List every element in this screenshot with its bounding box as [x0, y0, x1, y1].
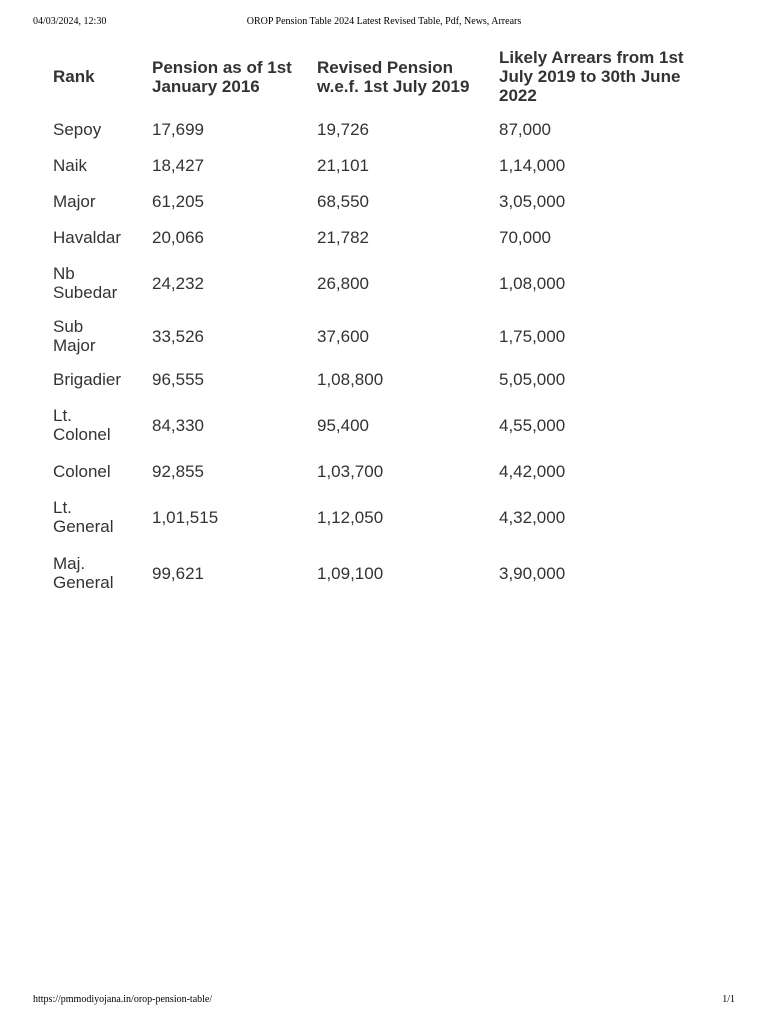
table-row [42, 361, 698, 397]
pension-2016-cell: 1,01,515 [152, 507, 219, 527]
header-row [42, 42, 698, 111]
revised-pension-cell: 1,12,050 [317, 507, 384, 527]
rank-cell: Maj. General [53, 554, 114, 592]
header-rank: Rank [53, 67, 95, 86]
revised-pension-cell: 95,400 [317, 415, 369, 435]
arrears-cell: 4,55,000 [499, 415, 566, 435]
arrears-cell: 4,32,000 [499, 507, 566, 527]
table-row [42, 453, 698, 489]
table-header [42, 42, 698, 111]
arrears-cell: 1,14,000 [499, 155, 566, 175]
print-page-number: 1/1 [722, 994, 735, 1005]
revised-pension-cell: 37,600 [317, 326, 369, 346]
revised-pension-cell: 19,726 [317, 119, 369, 139]
rank-cell: Colonel [53, 461, 111, 481]
revised-pension-cell: 21,101 [317, 155, 369, 175]
revised-pension-cell: 1,03,700 [317, 461, 384, 481]
pension-2016-cell: 20,066 [152, 227, 204, 247]
arrears-cell: 4,42,000 [499, 461, 566, 481]
revised-pension-cell: 1,09,100 [317, 563, 384, 583]
pension-2016-cell: 33,526 [152, 326, 204, 346]
rank-cell: Lt. General [53, 498, 114, 536]
rank-cell: Brigadier [53, 369, 122, 389]
arrears-cell: 1,08,000 [499, 273, 566, 293]
table-row [42, 147, 698, 183]
print-datetime: 04/03/2024, 12:30 [33, 16, 107, 27]
header-pension-2016: Pension as of 1st January 2016 [152, 57, 292, 96]
revised-pension-cell: 21,782 [317, 227, 369, 247]
table-row [42, 397, 698, 453]
pension-2016-cell: 61,205 [152, 191, 204, 211]
table-row [42, 183, 698, 219]
arrears-cell: 3,90,000 [499, 563, 566, 583]
rank-cell: Major [53, 191, 96, 211]
pension-2016-cell: 17,699 [152, 119, 204, 139]
revised-pension-cell: 68,550 [317, 191, 369, 211]
table-row [42, 489, 698, 545]
print-source-url: https://pmmodiyojana.in/orop-pension-table/ [33, 994, 213, 1005]
pension-2016-cell: 92,855 [152, 461, 204, 481]
pension-2016-cell: 18,427 [152, 155, 204, 175]
header-likely-arrears: Likely Arrears from 1st July 2019 to 30th June 2022 [499, 48, 684, 105]
pension-2016-cell: 84,330 [152, 415, 204, 435]
arrears-cell: 5,05,000 [499, 369, 566, 389]
table-row [42, 111, 698, 147]
pension-table [42, 42, 698, 601]
arrears-cell: 3,05,000 [499, 191, 566, 211]
table-row [42, 311, 698, 361]
table-body [42, 111, 698, 601]
pension-2016-cell: 24,232 [152, 273, 204, 293]
revised-pension-cell: 26,800 [317, 273, 369, 293]
rank-cell: Havaldar [53, 227, 122, 247]
rank-cell: Naik [53, 155, 88, 175]
arrears-cell: 70,000 [499, 227, 551, 247]
arrears-cell: 1,75,000 [499, 326, 566, 346]
rank-cell: Sub Major [53, 317, 96, 355]
rank-cell: Lt. Colonel [53, 406, 111, 444]
rank-cell: Sepoy [53, 119, 102, 139]
pension-2016-cell: 99,621 [152, 563, 204, 583]
rank-cell: Nb Subedar [53, 264, 118, 302]
table-row [42, 545, 698, 601]
table-row [42, 219, 698, 255]
print-page-title: OROP Pension Table 2024 Latest Revised Table, Pdf, News, Arrears [246, 16, 522, 27]
table-row [42, 255, 698, 311]
pension-2016-cell: 96,555 [152, 369, 204, 389]
header-revised-pension: Revised Pension w.e.f. 1st July 2019 [317, 57, 470, 96]
arrears-cell: 87,000 [499, 119, 551, 139]
revised-pension-cell: 1,08,800 [317, 369, 384, 389]
